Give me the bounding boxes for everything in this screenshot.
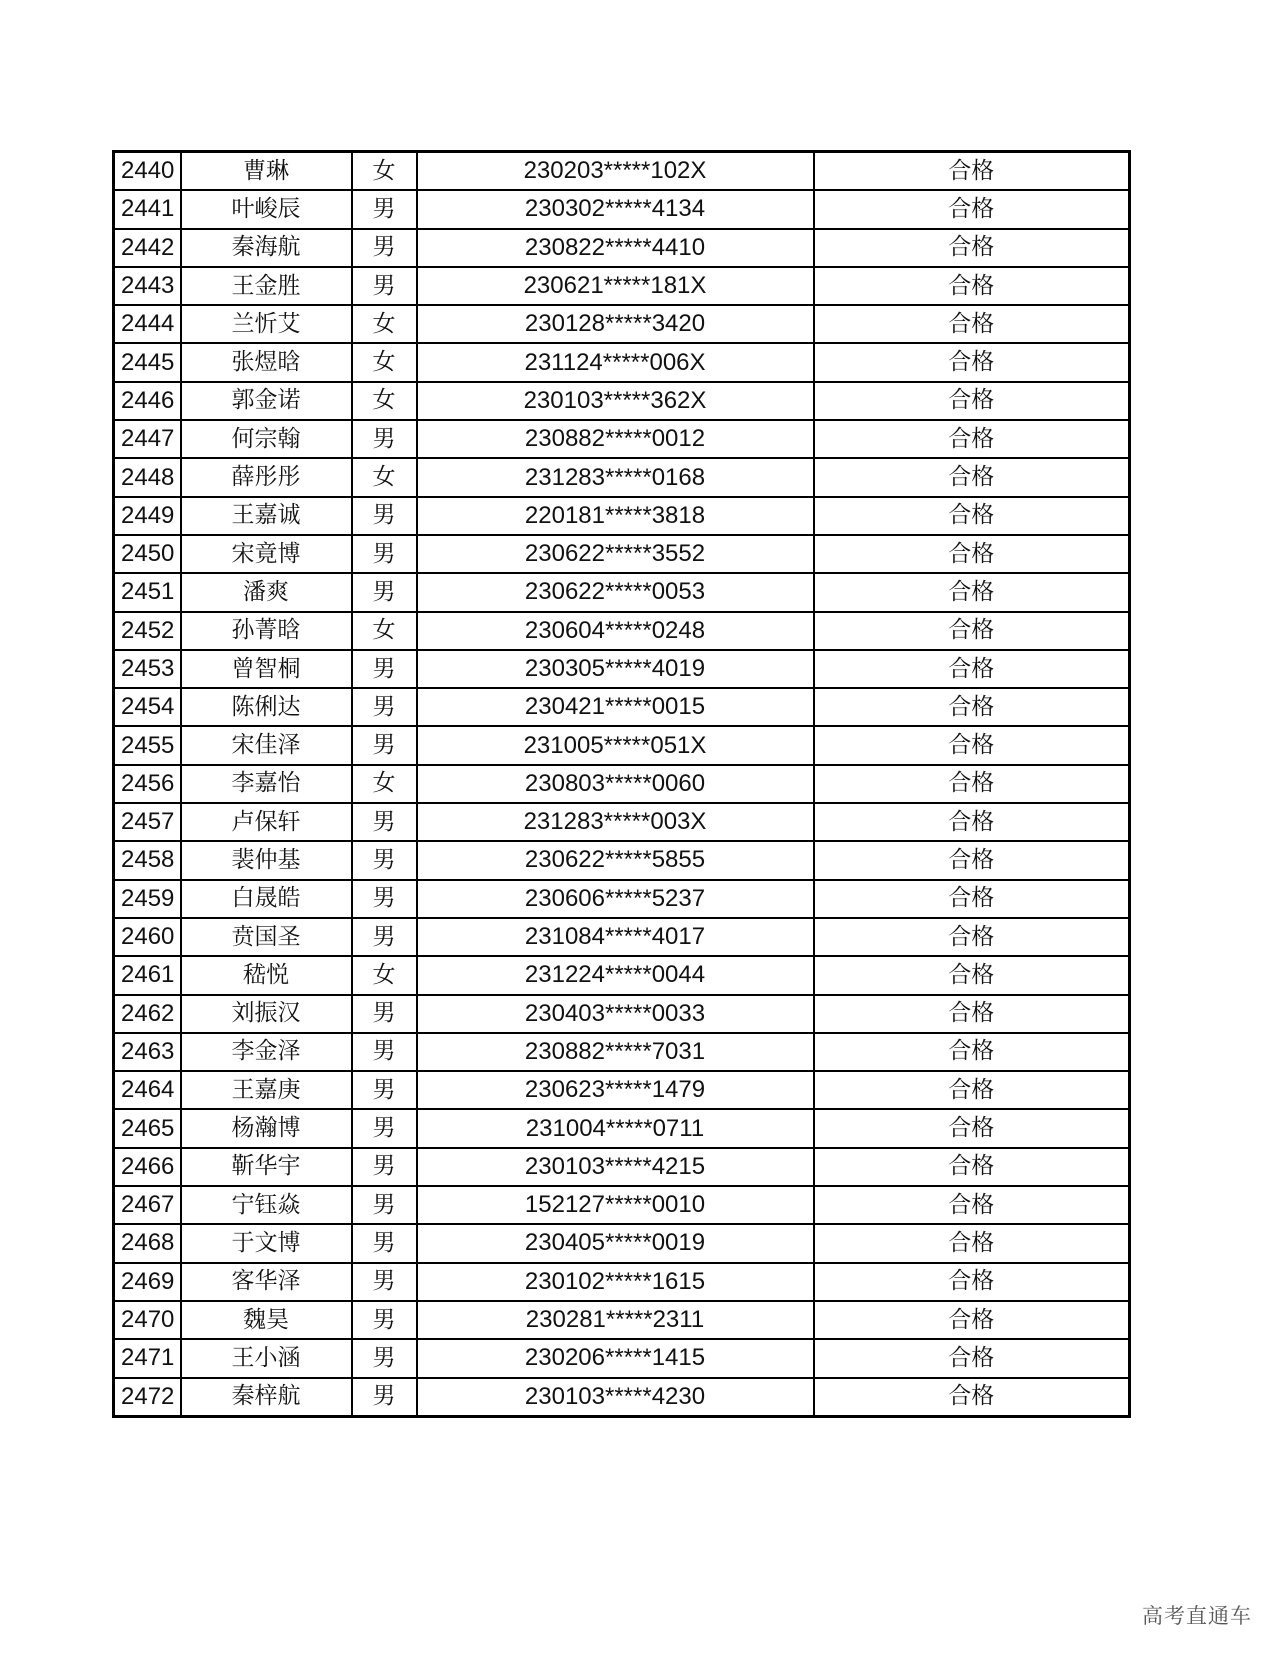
id-number: 230882*****7031 [417,1033,814,1071]
result-cell: 合格 [814,995,1130,1033]
gender-cell: 男 [352,420,417,458]
gender-cell: 女 [352,612,417,650]
id-number: 231124*****006X [417,343,814,381]
table-row [114,420,1130,458]
id-number: 230128*****3420 [417,305,814,343]
row-number: 2464 [114,1071,181,1109]
gender-cell: 男 [352,995,417,1033]
id-number: 231283*****0168 [417,458,814,496]
gender-cell: 男 [352,918,417,956]
student-name: 靳华宇 [181,1148,352,1186]
id-number: 230103*****4230 [417,1378,814,1417]
results-table-body [114,152,1130,1417]
table-row [114,535,1130,573]
table-row [114,841,1130,879]
result-cell: 合格 [814,956,1130,994]
gender-cell: 男 [352,841,417,879]
id-number: 230421*****0015 [417,688,814,726]
student-name: 王嘉诚 [181,497,352,535]
result-cell: 合格 [814,535,1130,573]
table-row [114,382,1130,420]
gender-cell: 男 [352,229,417,267]
gender-cell: 男 [352,1071,417,1109]
gender-cell: 男 [352,1186,417,1224]
student-name: 于文博 [181,1224,352,1262]
row-number: 2458 [114,841,181,879]
table-row [114,573,1130,611]
result-cell: 合格 [814,1148,1130,1186]
student-name: 宋竟博 [181,535,352,573]
table-row [114,1301,1130,1339]
row-number: 2456 [114,765,181,803]
gender-cell: 男 [352,535,417,573]
watermark: 高考直通车 [1142,1604,1252,1628]
table-row [114,305,1130,343]
student-name: 郭金诺 [181,382,352,420]
gender-cell: 男 [352,1339,417,1377]
row-number: 2446 [114,382,181,420]
gender-cell: 男 [352,688,417,726]
result-cell: 合格 [814,305,1130,343]
row-number: 2467 [114,1186,181,1224]
row-number: 2460 [114,918,181,956]
student-name: 陈俐达 [181,688,352,726]
table-row [114,152,1130,191]
student-name: 裴仲基 [181,841,352,879]
row-number: 2469 [114,1263,181,1301]
student-name: 何宗翰 [181,420,352,458]
student-name: 李嘉怡 [181,765,352,803]
id-number: 230882*****0012 [417,420,814,458]
result-cell: 合格 [814,1071,1130,1109]
id-number: 230604*****0248 [417,612,814,650]
gender-cell: 男 [352,1109,417,1147]
gender-cell: 男 [352,1033,417,1071]
student-name: 杨瀚博 [181,1109,352,1147]
id-number: 230405*****0019 [417,1224,814,1262]
student-name: 李金泽 [181,1033,352,1071]
row-number: 2454 [114,688,181,726]
student-name: 秦梓航 [181,1378,352,1417]
gender-cell: 男 [352,1224,417,1262]
table-row [114,1033,1130,1071]
gender-cell: 女 [352,382,417,420]
row-number: 2471 [114,1339,181,1377]
table-row [114,688,1130,726]
row-number: 2468 [114,1224,181,1262]
gender-cell: 男 [352,267,417,305]
result-cell: 合格 [814,1186,1130,1224]
id-number: 230803*****0060 [417,765,814,803]
result-cell: 合格 [814,1033,1130,1071]
gender-cell: 女 [352,458,417,496]
table-row [114,918,1130,956]
id-number: 230403*****0033 [417,995,814,1033]
result-cell: 合格 [814,1109,1130,1147]
row-number: 2453 [114,650,181,688]
result-cell: 合格 [814,688,1130,726]
row-number: 2462 [114,995,181,1033]
id-number: 231283*****003X [417,803,814,841]
row-number: 2463 [114,1033,181,1071]
row-number: 2444 [114,305,181,343]
gender-cell: 女 [352,305,417,343]
result-cell: 合格 [814,420,1130,458]
result-cell: 合格 [814,765,1130,803]
results-table [112,150,1131,1418]
result-cell: 合格 [814,152,1130,191]
id-number: 230103*****362X [417,382,814,420]
student-name: 薛彤彤 [181,458,352,496]
row-number: 2441 [114,190,181,228]
result-cell: 合格 [814,918,1130,956]
student-name: 客华泽 [181,1263,352,1301]
result-cell: 合格 [814,1339,1130,1377]
table-row [114,190,1130,228]
result-cell: 合格 [814,841,1130,879]
row-number: 2457 [114,803,181,841]
table-row [114,726,1130,764]
result-cell: 合格 [814,229,1130,267]
id-number: 230103*****4215 [417,1148,814,1186]
gender-cell: 男 [352,650,417,688]
id-number: 230203*****102X [417,152,814,191]
row-number: 2443 [114,267,181,305]
row-number: 2459 [114,880,181,918]
table-row [114,612,1130,650]
table-row [114,1148,1130,1186]
student-name: 曹琳 [181,152,352,191]
table-row [114,1071,1130,1109]
result-cell: 合格 [814,1263,1130,1301]
student-name: 王小涵 [181,1339,352,1377]
student-name: 卢保轩 [181,803,352,841]
result-cell: 合格 [814,1378,1130,1417]
gender-cell: 男 [352,573,417,611]
id-number: 231084*****4017 [417,918,814,956]
table-row [114,650,1130,688]
table-row [114,1263,1130,1301]
row-number: 2450 [114,535,181,573]
student-name: 贲国圣 [181,918,352,956]
row-number: 2448 [114,458,181,496]
result-cell: 合格 [814,726,1130,764]
id-number: 230281*****2311 [417,1301,814,1339]
id-number: 231224*****0044 [417,956,814,994]
result-cell: 合格 [814,267,1130,305]
row-number: 2472 [114,1378,181,1417]
result-cell: 合格 [814,650,1130,688]
row-number: 2455 [114,726,181,764]
table-row [114,1186,1130,1224]
student-name: 白晟皓 [181,880,352,918]
table-row [114,267,1130,305]
result-cell: 合格 [814,1224,1130,1262]
table-row [114,1339,1130,1377]
result-cell: 合格 [814,1301,1130,1339]
row-number: 2447 [114,420,181,458]
result-cell: 合格 [814,880,1130,918]
row-number: 2470 [114,1301,181,1339]
gender-cell: 男 [352,726,417,764]
student-name: 魏昊 [181,1301,352,1339]
id-number: 230206*****1415 [417,1339,814,1377]
id-number: 230305*****4019 [417,650,814,688]
gender-cell: 男 [352,1148,417,1186]
student-name: 孙菁晗 [181,612,352,650]
row-number: 2440 [114,152,181,191]
student-name: 王嘉庚 [181,1071,352,1109]
id-number: 230623*****1479 [417,1071,814,1109]
result-cell: 合格 [814,458,1130,496]
table-row [114,229,1130,267]
gender-cell: 女 [352,956,417,994]
gender-cell: 女 [352,765,417,803]
table-row [114,497,1130,535]
gender-cell: 男 [352,497,417,535]
id-number: 152127*****0010 [417,1186,814,1224]
result-cell: 合格 [814,803,1130,841]
row-number: 2442 [114,229,181,267]
student-name: 宁钰焱 [181,1186,352,1224]
student-name: 嵇悦 [181,956,352,994]
student-name: 刘振汉 [181,995,352,1033]
id-number: 230102*****1615 [417,1263,814,1301]
student-name: 叶峻辰 [181,190,352,228]
table-row [114,956,1130,994]
table-row [114,765,1130,803]
table-row [114,1224,1130,1262]
row-number: 2445 [114,343,181,381]
result-cell: 合格 [814,190,1130,228]
id-number: 220181*****3818 [417,497,814,535]
id-number: 230622*****0053 [417,573,814,611]
id-number: 230622*****5855 [417,841,814,879]
table-row [114,1378,1130,1417]
gender-cell: 男 [352,880,417,918]
table-row [114,880,1130,918]
table-row [114,803,1130,841]
row-number: 2451 [114,573,181,611]
row-number: 2466 [114,1148,181,1186]
gender-cell: 男 [352,803,417,841]
row-number: 2465 [114,1109,181,1147]
result-cell: 合格 [814,612,1130,650]
gender-cell: 男 [352,1378,417,1417]
student-name: 王金胜 [181,267,352,305]
student-name: 张煜晗 [181,343,352,381]
student-name: 曾智桐 [181,650,352,688]
gender-cell: 女 [352,343,417,381]
id-number: 230606*****5237 [417,880,814,918]
result-cell: 合格 [814,382,1130,420]
id-number: 231005*****051X [417,726,814,764]
table-row [114,1109,1130,1147]
row-number: 2461 [114,956,181,994]
row-number: 2452 [114,612,181,650]
gender-cell: 男 [352,1301,417,1339]
result-cell: 合格 [814,497,1130,535]
table-row [114,995,1130,1033]
student-name: 宋佳泽 [181,726,352,764]
gender-cell: 女 [352,152,417,191]
id-number: 230621*****181X [417,267,814,305]
id-number: 230622*****3552 [417,535,814,573]
result-cell: 合格 [814,343,1130,381]
row-number: 2449 [114,497,181,535]
result-cell: 合格 [814,573,1130,611]
gender-cell: 男 [352,190,417,228]
id-number: 230822*****4410 [417,229,814,267]
table-row [114,343,1130,381]
gender-cell: 男 [352,1263,417,1301]
id-number: 231004*****0711 [417,1109,814,1147]
student-name: 秦海航 [181,229,352,267]
id-number: 230302*****4134 [417,190,814,228]
student-name: 潘爽 [181,573,352,611]
student-name: 兰忻艾 [181,305,352,343]
table-row [114,458,1130,496]
